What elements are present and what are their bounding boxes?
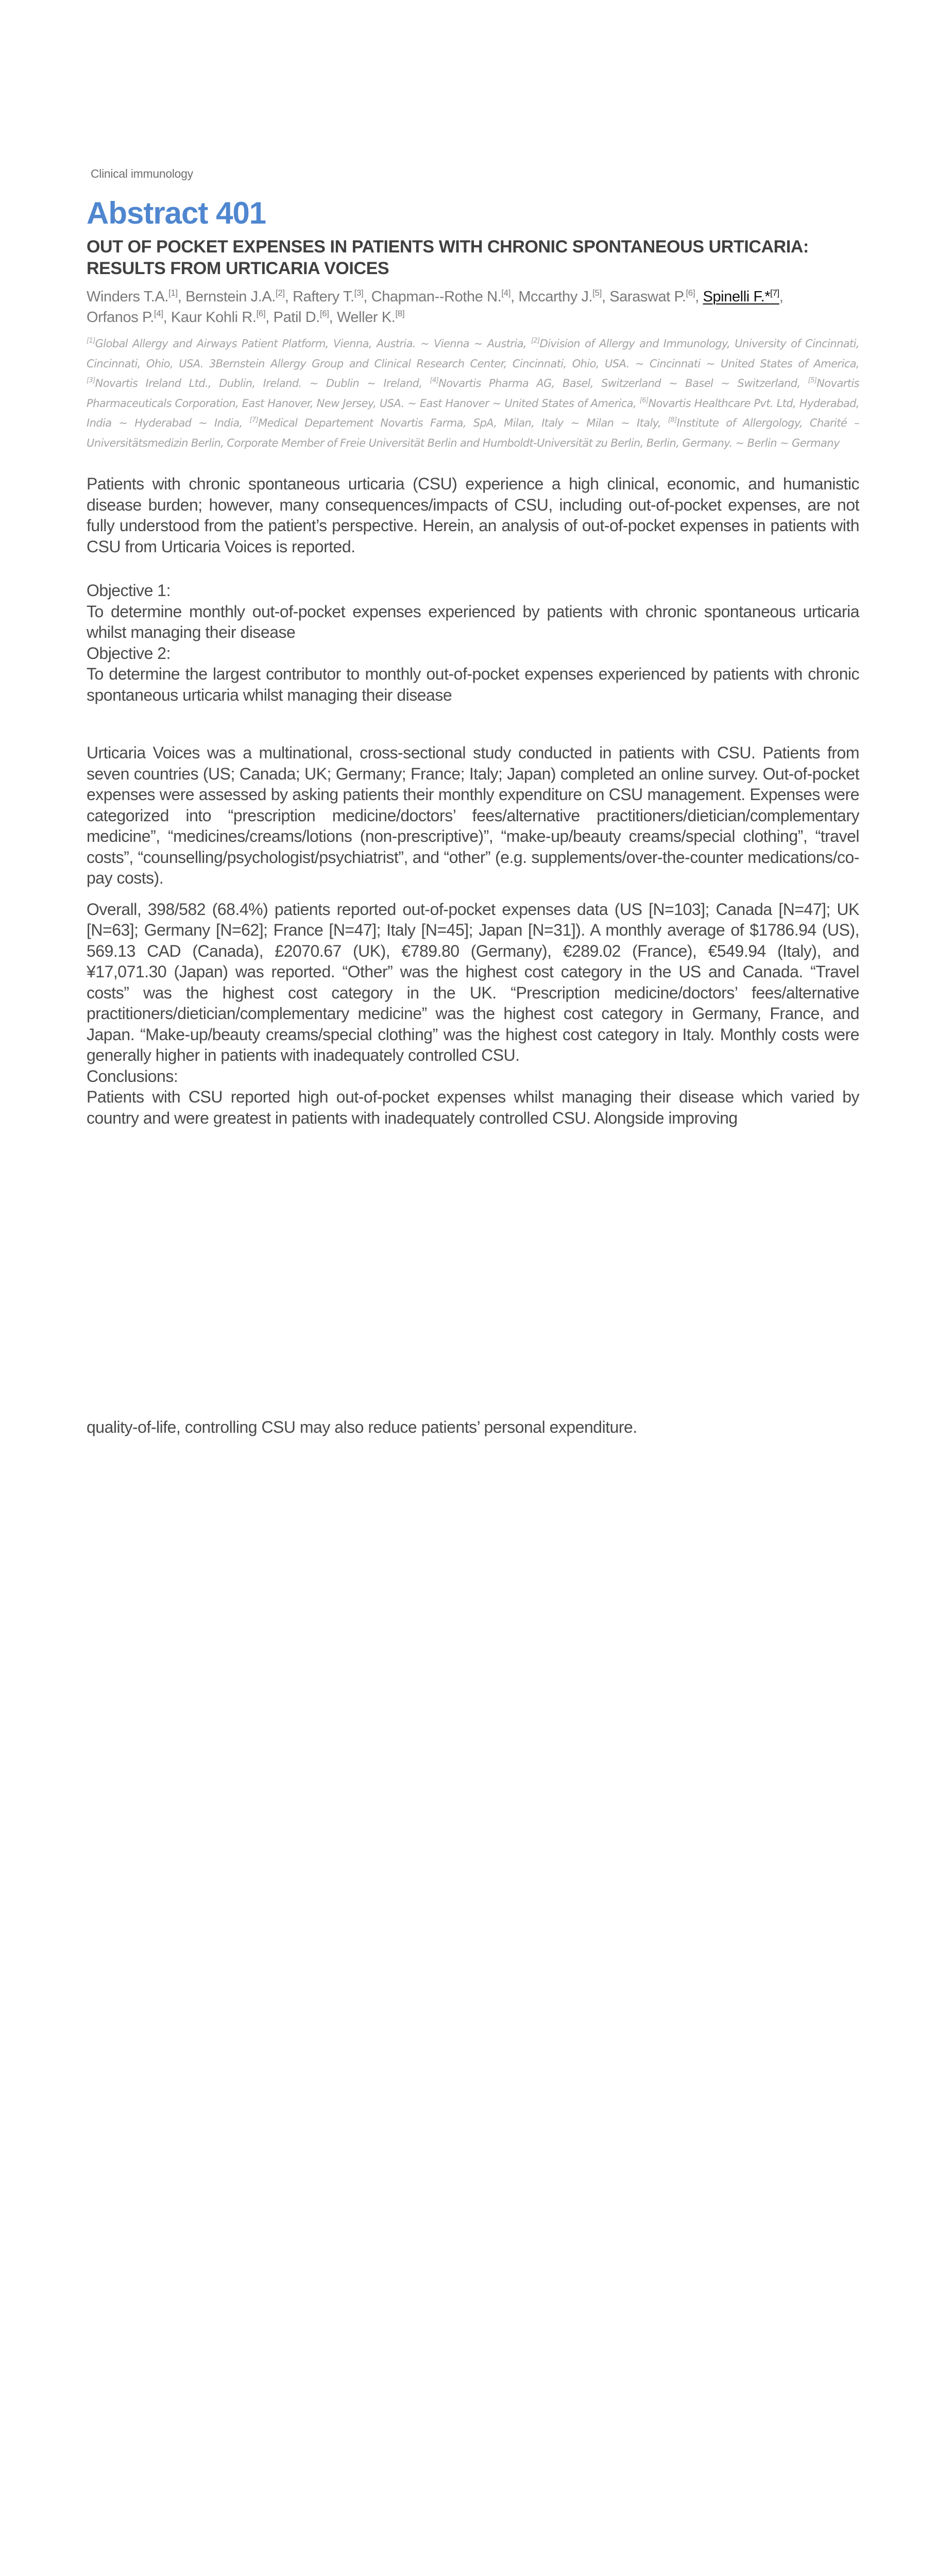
- results-text: Overall, 398/582 (68.4%) patients reported out-of-pocket expenses data (US [N=103]; Canada [N=47]; UK [N=63]; Germany [N=62]; France [N=47]; Italy [N=45]; Japan [N=31]). A monthly average of $1786.94 (US), 569.13 CAD (Canada), £2070.67 (UK), €789.80 (Germany), €289.02 (France), €549.94 (Italy), and ¥17,071.30 (Japan) was reported. “Other” was the highest cost category in the US and Canada. “Travel costs” was the highest cost category in the UK. “Prescription medicine/doctors’ fees/alternative practitioners/dietician/complementary medicine” was the highest cost category in Germany, France, and Japan. “Make-up/beauty creams/special clothing” was the highest cost category in Italy. Monthly costs were generally higher in patients with inadequately controlled CSU.: [87, 900, 859, 1064]
- objective-2-label: Objective 2:: [87, 643, 171, 663]
- author-entry: [185, 289, 293, 305]
- page-bottom-margin: [87, 1438, 859, 2551]
- affiliation-list: [87, 334, 859, 453]
- methods-text: Urticaria Voices was a multinational, cross-sectional study conducted in patients with CSU. Patients from seven countries (US; Canada; UK; Germany; France; Italy; Japan) completed an online survey. Out-of-pocket expenses were assessed by asking patients their monthly expenditure on CSU management. Expenses were categorized into “prescription medicine/doctors’ fees/alternative practitioners/dietician/complementary medicine”, “medicines/creams/lotions (non-prescriptive)”, “make-up/beauty creams/special clothing”, “travel costs”, “counselling/psychologist/psychiatrist”, and “other” (e.g. supplements/over-the-counter medications/co-pay costs).: [87, 743, 859, 887]
- author-separator: ,: [163, 309, 171, 326]
- author-separator: ,: [510, 289, 519, 305]
- affiliation-text: Medical Departement Novartis Farma, SpA, Milan, Italy ~ Milan ~ Italy,: [258, 417, 668, 429]
- author-affiliation-ref: [3]: [354, 288, 364, 298]
- author-name: Bernstein J.A.: [185, 289, 276, 305]
- affiliation-ref: [4]: [430, 377, 439, 384]
- author-entry: [274, 309, 337, 326]
- author-name-group: [274, 309, 329, 326]
- affiliation-ref: [5]: [808, 377, 817, 384]
- author-name: Winders T.A.: [87, 289, 169, 305]
- author-separator: ,: [779, 289, 783, 305]
- author-name: Weller K.: [336, 309, 396, 326]
- author-name-group: [87, 289, 178, 305]
- introduction-section: [87, 473, 859, 557]
- author-name: Patil D.: [273, 309, 320, 326]
- objectives-section: [87, 580, 859, 705]
- author-entry: [87, 309, 171, 326]
- conclusions-tail-text: quality-of-life, controlling CSU may also reduce patients’ personal expenditure.: [87, 1418, 637, 1436]
- author-affiliation-ref: [6]: [686, 288, 695, 298]
- author-name-group: [87, 309, 163, 326]
- author-affiliation-ref: [6]: [319, 309, 329, 318]
- abstract-page: [87, 0, 859, 2551]
- affiliation-text: Novartis Pharma AG, Basel, Switzerland ~ Basel ~ Switzerland,: [438, 377, 808, 389]
- author-name: Mccarthy J.: [518, 289, 593, 305]
- methods-section: [87, 742, 859, 889]
- author-name-group: [293, 289, 363, 305]
- objective-2-text: To determine the largest contributor to monthly out-of-pocket expenses experienced by patients with chronic spontaneous urticaria whilst managing their disease: [87, 665, 859, 704]
- affiliation-ref: [1]: [87, 337, 95, 345]
- affiliation-ref: [2]: [531, 337, 540, 345]
- conclusions-continuation: [87, 1417, 859, 1438]
- affiliation-ref: [3]: [87, 377, 95, 384]
- author-entry: [87, 289, 185, 305]
- author-affiliation-ref: [1]: [168, 288, 178, 298]
- author-entry: [171, 309, 274, 326]
- author-name: Spinelli F.*: [703, 289, 771, 305]
- affiliation-text: Division of Allergy and Immunology, University of Cincinnati, Cincinnati, Ohio, USA. 3Bernstein Allergy Group and Clinical Research Center, Cincinnati, Ohio, USA. ~ Cincinnati ~ United States of America,: [87, 337, 859, 370]
- author-name: Kaur Kohli R.: [171, 309, 257, 326]
- author-entry: [518, 289, 609, 305]
- author-affiliation-ref: [4]: [154, 309, 163, 318]
- author-entry: [293, 289, 371, 305]
- affiliation-entry: [249, 417, 668, 429]
- author-entry: [337, 309, 404, 326]
- presenting-author: [703, 289, 779, 305]
- author-separator: ,: [363, 289, 371, 305]
- author-name: Chapman--Rothe N.: [371, 289, 502, 305]
- author-entry: [371, 289, 519, 305]
- author-name-group: [171, 309, 265, 326]
- abstract-number: Abstract 401: [87, 196, 266, 230]
- author-affiliation-ref: [8]: [395, 309, 405, 318]
- affiliation-text: Global Allergy and Airways Patient Platform, Vienna, Austria. ~ Vienna ~ Austria,: [95, 337, 531, 350]
- author-separator: ,: [601, 289, 610, 305]
- affiliation-text: Novartis Ireland Ltd., Dublin, Ireland. ~ Dublin ~ Ireland,: [95, 377, 430, 389]
- affiliation-ref: [7]: [249, 416, 259, 424]
- author-separator: ,: [329, 309, 337, 326]
- author-name-group: [518, 289, 602, 305]
- affiliation-ref: [8]: [668, 416, 677, 424]
- affiliation-text: Novartis Pharmaceuticals Corporation, East Hanover, New Jersey, USA. ~ East Hanover ~ United States of America,: [87, 377, 859, 410]
- author-entry: [703, 289, 783, 305]
- conclusions-text: Patients with CSU reported high out-of-pocket expenses whilst managing their disease which varied by country and were greatest in patients with inadequately controlled CSU. Alongside improving: [87, 1088, 859, 1127]
- author-affiliation-ref: [7]: [770, 288, 779, 298]
- affiliation-entry: [430, 377, 808, 389]
- author-affiliation-ref: [4]: [501, 288, 511, 298]
- conclusions-label: Conclusions:: [87, 1066, 178, 1086]
- affiliation-entry: [87, 377, 430, 389]
- author-name: Saraswat P.: [609, 289, 686, 305]
- abstract-title: OUT OF POCKET EXPENSES IN PATIENTS WITH CHRONIC SPONTANEOUS URTICARIA: RESULTS FROM URTICARIA VOICES: [87, 237, 809, 278]
- author-entry: [609, 289, 703, 305]
- author-separator: ,: [265, 309, 274, 326]
- author-name: Orfanos P.: [87, 309, 154, 326]
- affiliation-ref: [6]: [639, 396, 649, 404]
- author-affiliation-ref: [5]: [592, 288, 602, 298]
- author-affiliation-ref: [2]: [276, 288, 285, 298]
- author-name-group: [609, 289, 695, 305]
- introduction-text: Patients with chronic spontaneous urticaria (CSU) experience a high clinical, economic, and humanistic disease burden; however, many consequences/impacts of CSU, including out-of-pocket expenses, are not fully understood from the patient’s perspective. Herein, an analysis of out-of-pocket expenses in patients with CSU from Urticaria Voices is reported.: [87, 474, 859, 556]
- author-affiliation-ref: [6]: [256, 309, 266, 318]
- results-section: [87, 899, 859, 1129]
- affiliation-text: Novartis Healthcare Pvt. Ltd, Hyderabad, India ~ Hyderabad ~ India,: [87, 397, 859, 429]
- author-name-group: [185, 289, 285, 305]
- affiliation-text: Institute of Allergology, Charité – Universitätsmedizin Berlin, Corporate Member of Freie Universität Berlin and Humboldt-Universität zu Berlin, Berlin, Germany. ~ Berlin ~ Germany: [87, 417, 859, 449]
- author-separator: ,: [695, 289, 703, 305]
- author-name: Raftery T.: [293, 289, 354, 305]
- objective-1-label: Objective 1:: [87, 581, 171, 600]
- author-separator: ,: [177, 289, 186, 305]
- objective-1-text: To determine monthly out-of-pocket expenses experienced by patients with chronic spontaneous urticaria whilst managing their disease: [87, 602, 859, 641]
- category-label: Clinical immunology: [91, 167, 193, 180]
- author-name-group: [337, 309, 404, 326]
- author-separator: ,: [284, 289, 293, 305]
- author-name-group: [371, 289, 510, 305]
- affiliation-entry: [87, 337, 531, 350]
- author-list: [87, 286, 859, 328]
